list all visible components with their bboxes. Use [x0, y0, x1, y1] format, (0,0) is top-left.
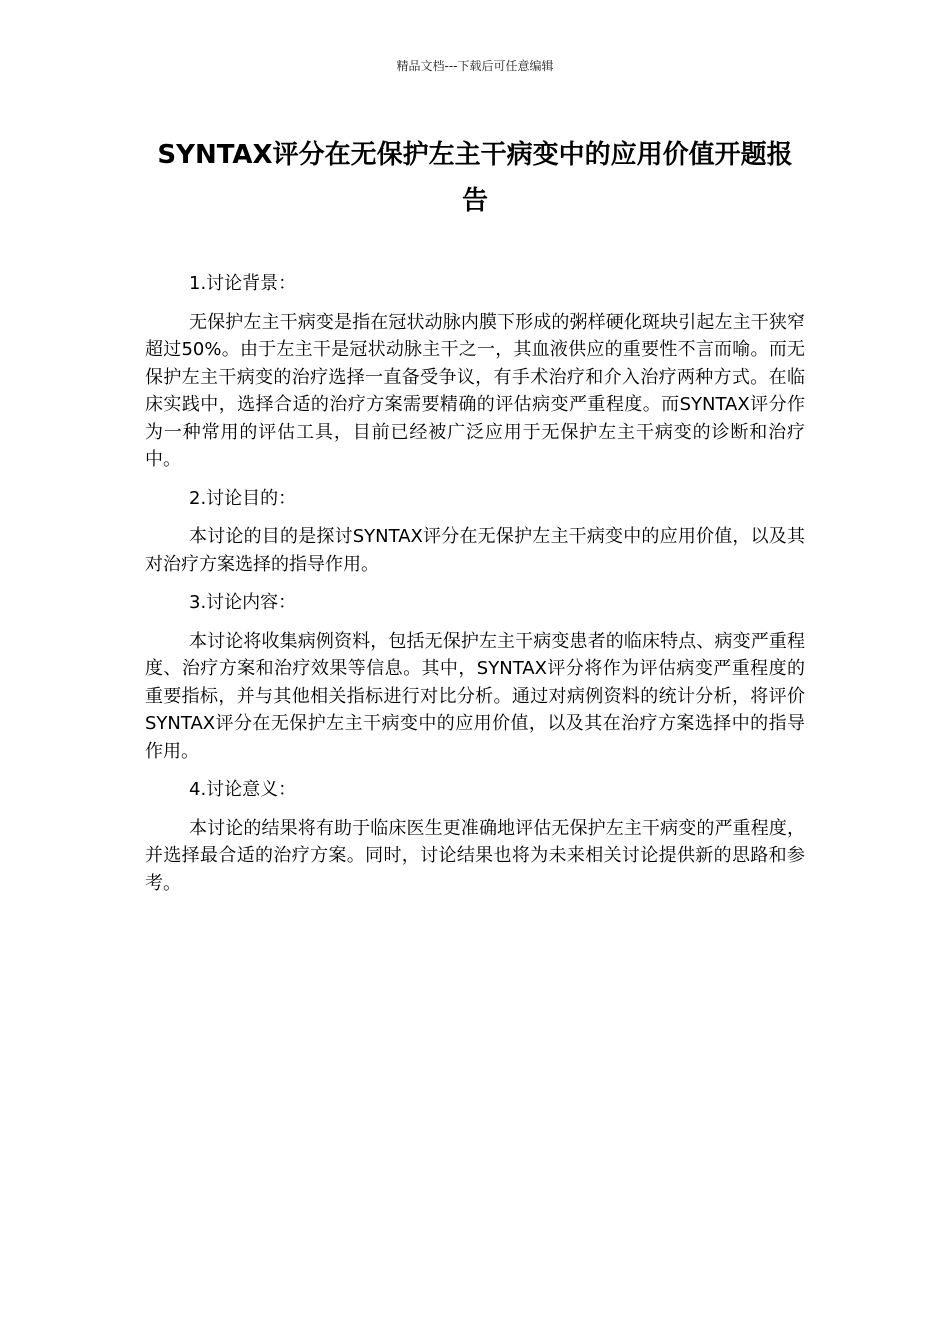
section-background: [145, 270, 805, 474]
section-paragraph: 无保护左主干病变是指在冠状动脉内膜下形成的粥样硬化斑块引起左主干狭窄超过50%。由于左主干是冠状动脉主干之一，其血液供应的重要性不言而喻。而无保护左主干病变的治疗选择一直备受争议，有手术治疗和介入治疗两种方式。在临床实践中，选择合适的治疗方案需要精确的评估病变严重程度。而SYNTAX评分作为一种常用的评估工具，目前已经被广泛应用于无保护左主干病变的诊断和治疗中。: [145, 311, 805, 470]
page-header-note: 精品文档---下载后可任意编辑: [396, 59, 554, 73]
section-content: [145, 589, 805, 765]
section-paragraph: 本讨论将收集病例资料，包括无保护左主干病变患者的临床特点、病变严重程度、治疗方案和治疗效果等信息。其中，SYNTAX评分将作为评估病变严重程度的重要指标，并与其他相关指标进行对比分析。通过对病例资料的统计分析，将评价SYNTAX评分在无保护左主干病变中的应用价值，以及其在治疗方案选择中的指导作用。: [145, 630, 805, 762]
section-heading: 3.讨论内容：: [189, 592, 297, 613]
section-heading: 1.讨论背景：: [189, 273, 297, 294]
section-heading: 2.讨论目的：: [189, 487, 297, 509]
section-purpose: [145, 485, 805, 579]
section-paragraph: 本讨论的目的是探讨SYNTAX评分在无保护左主干病变中的应用价值，以及其对治疗方案选择的指导作用。: [145, 526, 805, 575]
document-title: SYNTAX评分在无保护左主干病变中的应用价值开题报告: [157, 140, 793, 216]
section-significance: [145, 776, 805, 897]
section-heading: 4.讨论意义：: [189, 779, 297, 800]
section-paragraph: 本讨论的结果将有助于临床医生更准确地评估无保护左主干病变的严重程度，并选择最合适的治疗方案。同时，讨论结果也将为未来相关讨论提供新的思路和参考。: [145, 817, 805, 894]
document-body: [145, 270, 805, 908]
